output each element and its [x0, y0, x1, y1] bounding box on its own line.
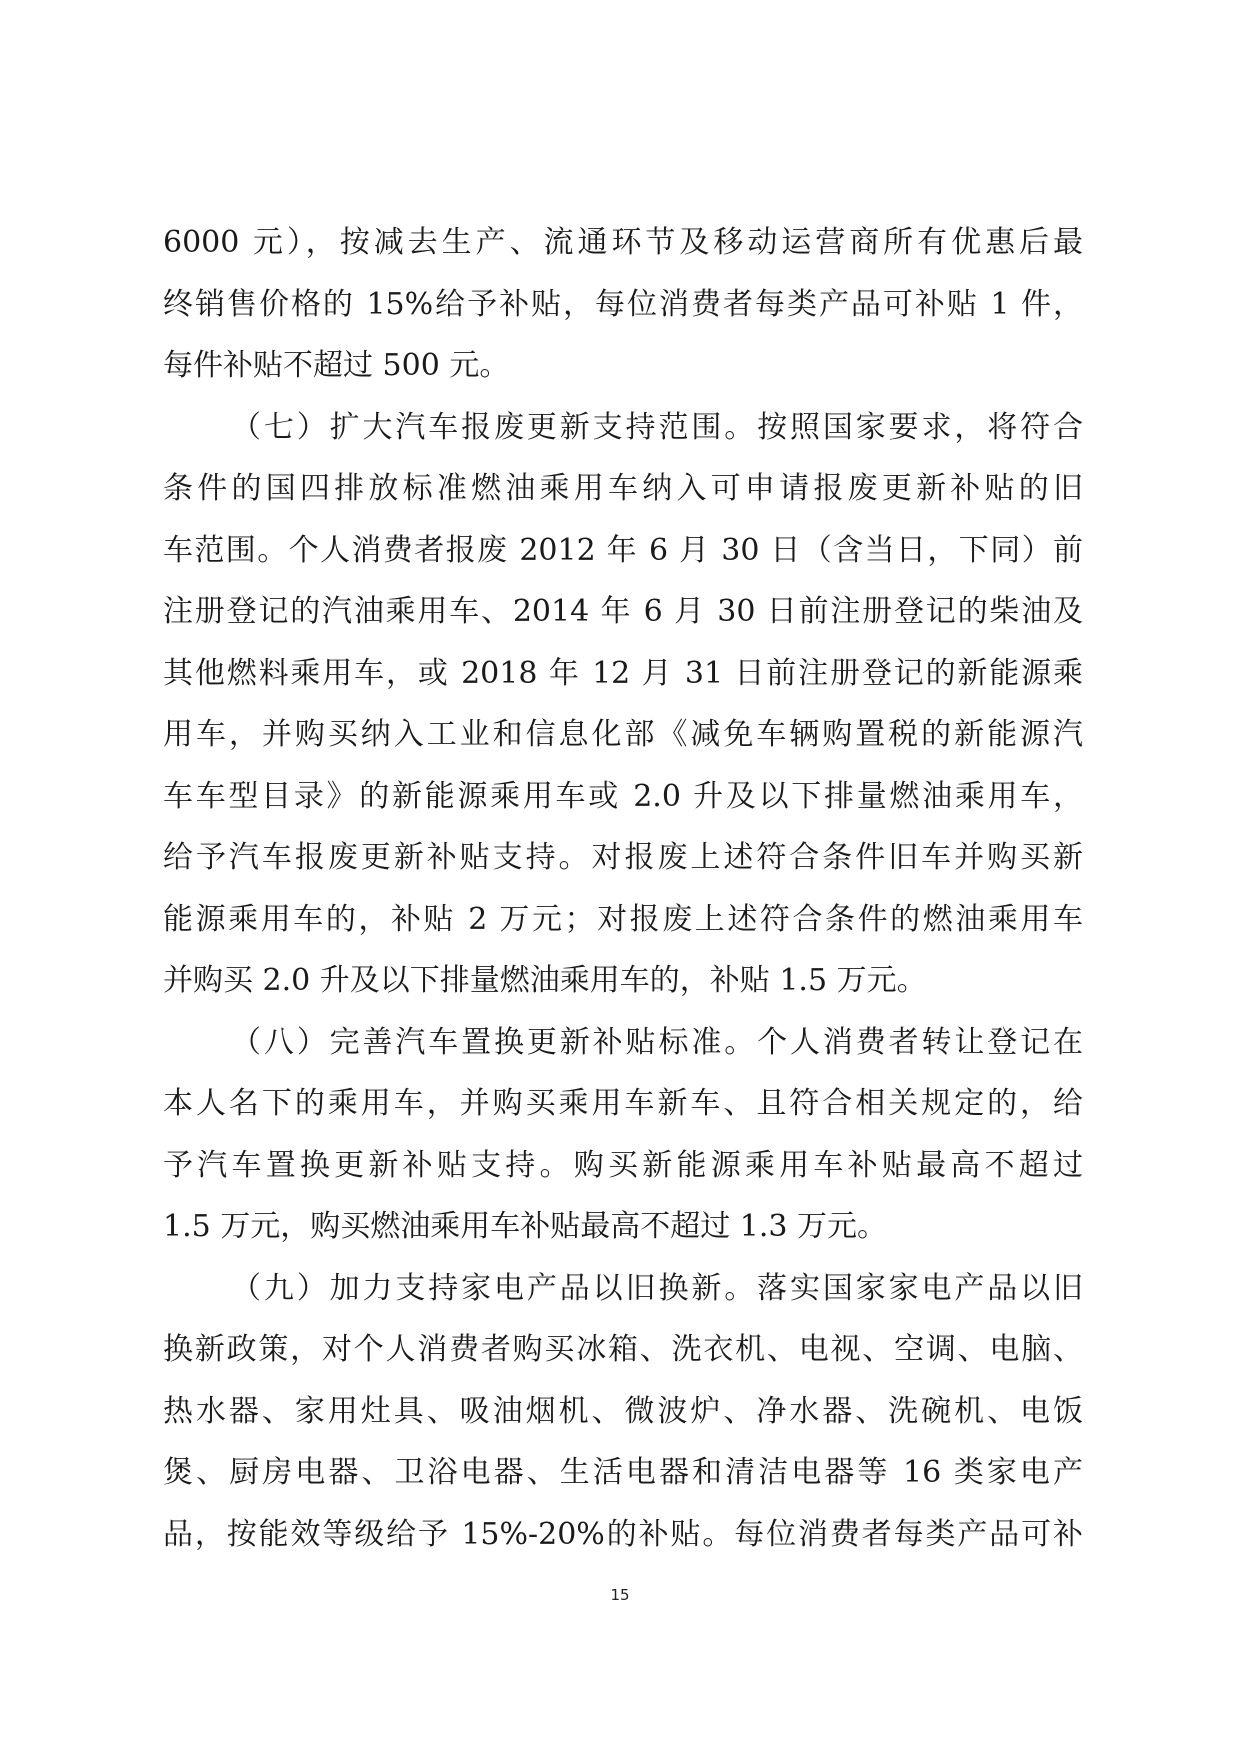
text-line: 1.5 万元，购买燃油乘用车补贴最高不超过 1.3 万元。 — [163, 1209, 888, 1244]
text-line: 6000 元），按减去生产、流通环节及移动运营商所有优惠后最 — [163, 225, 1083, 260]
text-line: 其他燃料乘用车，或 2018 年 12 月 31 日前注册登记的新能源乘 — [163, 655, 1083, 691]
text-line: 品，按能效等级给予 15%-20%的补贴。每位消费者每类产品可补 — [163, 1516, 1083, 1552]
text-line: 能源乘用车的，补贴 2 万元；对报废上述符合条件的燃油乘用车 — [163, 901, 1083, 937]
text-line: 予汽车置换更新补贴支持。购买新能源乘用车补贴最高不超过 — [163, 1147, 1083, 1183]
body-text — [163, 212, 1083, 1565]
text-line: 并购买 2.0 升及以下排量燃油乘用车的，补贴 1.5 万元。 — [163, 963, 927, 998]
text-line: 注册登记的汽油乘用车、2014 年 6 月 30 日前注册登记的柴油及 — [163, 594, 1083, 629]
text-line: 每件补贴不超过 500 元。 — [163, 348, 510, 383]
paragraph-heading-9: （九）加力支持家电产品以旧换新。落实国家家电产品以旧 — [231, 1270, 1083, 1306]
text-line: 热水器、家用灶具、吸油烟机、微波炉、净水器、洗碗机、电饭 — [163, 1393, 1083, 1429]
text-line: 给予汽车报废更新补贴支持。对报废上述符合条件旧车并购买新 — [163, 840, 1083, 875]
text-line: 用车，并购买纳入工业和信息化部《减免车辆购置税的新能源汽 — [163, 717, 1083, 752]
text-line: 本人名下的乘用车，并购买乘用车新车、且符合相关规定的，给 — [163, 1086, 1083, 1121]
paragraph-heading-8: （八）完善汽车置换更新补贴标准。个人消费者转让登记在 — [231, 1024, 1083, 1060]
text-line: 车范围。个人消费者报废 2012 年 6 月 30 日（含当日，下同）前 — [163, 532, 1083, 568]
page-number: 15 — [610, 1586, 630, 1604]
paragraph-heading-7: （七）扩大汽车报废更新支持范围。按照国家要求，将符合 — [231, 409, 1083, 445]
text-line: 换新政策，对个人消费者购买冰箱、洗衣机、电视、空调、电脑、 — [163, 1332, 1083, 1367]
text-line: 终销售价格的 15%给予补贴，每位消费者每类产品可补贴 1 件， — [163, 286, 1083, 322]
text-line: 车车型目录》的新能源乘用车或 2.0 升及以下排量燃油乘用车， — [163, 778, 1083, 814]
text-line: 煲、厨房电器、卫浴电器、生活电器和清洁电器等 16 类家电产 — [163, 1455, 1083, 1490]
text-line: 条件的国四排放标准燃油乘用车纳入可申请报废更新补贴的旧 — [163, 471, 1083, 506]
